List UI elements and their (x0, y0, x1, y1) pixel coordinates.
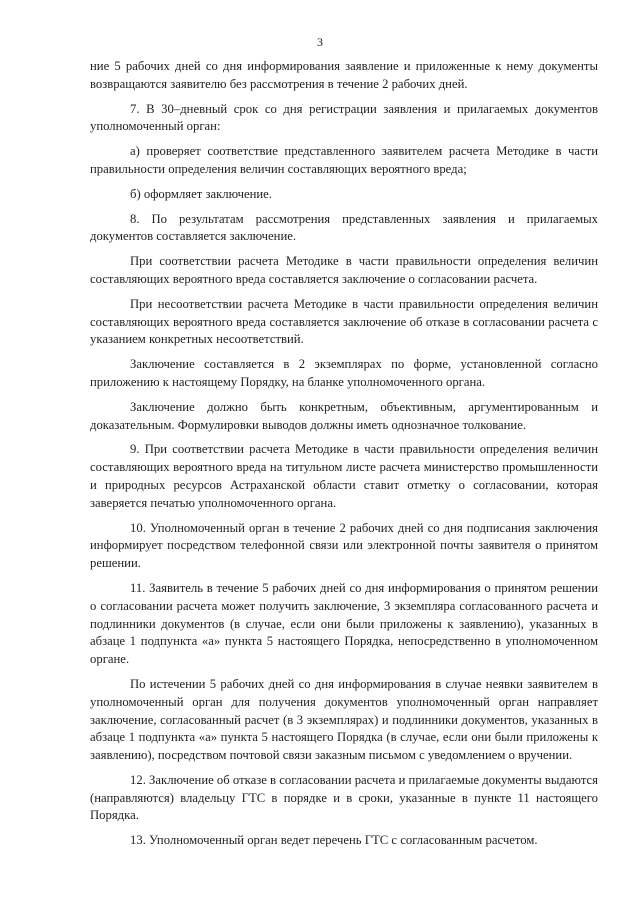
page-number: 3 (317, 35, 323, 49)
paragraph: Заключение составляется в 2 экземплярах по форме, установленной согласно приложению к настоящему Порядку, на бланке уполномоченного органа. (90, 357, 598, 389)
paragraph: 7. В 30–дневный срок со дня регистрации заявления и прилагаемых документов уполномоченный орган: (90, 101, 598, 134)
paragraph: 8. По результатам рассмотрения представленных заявления и прилагаемых документов составляется заключение. (90, 211, 598, 244)
paragraph: 13. Уполномоченный орган ведет перечень ГТС с согласованным расчетом. (130, 833, 538, 848)
paragraph: 12. Заключение об отказе в согласовании расчета и прилагаемые документы выдаются (направляются) владельцу ГТС в порядке и в сроки, указанные в пункте 11 настоящего Порядка. (90, 772, 598, 823)
paragraph: 10. Уполномоченный орган в течение 2 рабочих дней со дня подписания заключения информирует посредством телефонной связи или электронной почты заявителя о принятом решении. (90, 520, 598, 571)
paragraph: б) оформляет заключение. (130, 186, 272, 201)
paragraph: При соответствии расчета Методике в части правильности определения величин составляющих вероятного вреда составляется заключение о согласовании расчета. (90, 254, 598, 286)
paragraph: 9. При соответствии расчета Методике в части правильности определения величин составляющих вероятного вреда на титульном листе расчета министерство промышленности и природных ресурсов Астраханской области ставит отметку о согласовании, которая заверяется печатью уполномоченного органа. (90, 442, 598, 510)
paragraph: а) проверяет соответствие представленного заявителем расчета Методике в части правильности определения величин составляющих вероятного вреда; (90, 144, 598, 176)
paragraph: ние 5 рабочих дней со дня информирования заявление и приложенные к нему документы возвращаются заявителю без рассмотрения в течение 2 рабочих дней. (90, 59, 598, 91)
paragraph: Заключение должно быть конкретным, объективным, аргументированным и доказательным. Формулировки выводов должны иметь однозначное толкование. (90, 399, 598, 432)
paragraph: 11. Заявитель в течение 5 рабочих дней со дня информирования о принятом решении о согласовании расчета может получить заключение, 3 экземпляра согласованного расчета и подлинники документов (в случае, если они были приложены к заявлению), указанных в абзаце 1 подпункта «а» пункта 5 настоящего Порядка, непосредственно в уполномоченном органе. (90, 580, 598, 667)
document-body (90, 58, 598, 857)
paragraph: При несоответствии расчета Методике в части правильности определения величин составляющих вероятного вреда составляется заключение об отказе в согласовании расчета с указанием конкретных несоответствий. (90, 296, 598, 347)
paragraph: По истечении 5 рабочих дней со дня информирования в случае неявки заявителем в уполномоченный орган для получения документов уполномоченный орган направляет заключение, согласованный расчет (в 3 экземплярах) и подлинники документов, указанных в абзаце 1 подпункта «а» пункта 5 настоящего Порядка (в случае, если они были приложены к заявлению), посредством почтовой связи заказным письмом с уведомлением о вручении. (90, 676, 598, 763)
